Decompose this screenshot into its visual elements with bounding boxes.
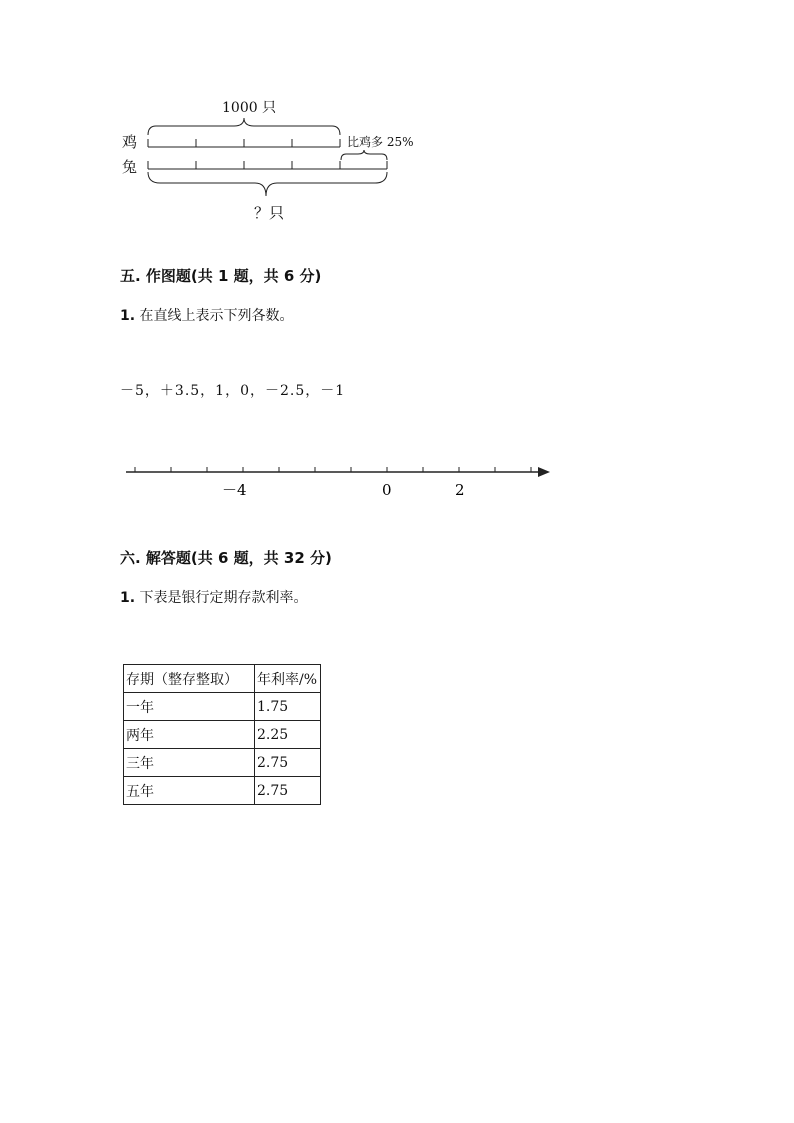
table-header-rate: 年利率/% [255,665,321,693]
rabbit-bar-ticks [148,161,387,169]
table-cell-rate: 1.75 [255,693,321,721]
table-row [124,693,321,721]
table-cell-rate: 2.75 [255,749,321,777]
question-number: 1. [120,590,136,606]
bottom-brace [148,172,387,196]
table-header-row [124,665,321,693]
percent-more-label: 比鸡多 25% [347,135,414,149]
unknown-total-label: ？只 [254,204,285,222]
extra-brace [341,150,387,160]
table-cell-rate: 2.25 [255,721,321,749]
tick-label-neg4: －4 [222,481,247,499]
table-row [124,749,321,777]
table-row [124,721,321,749]
chicken-bar-ticks [148,139,340,147]
question-text: 下表是银行定期存款利率。 [139,590,308,606]
table-row [124,777,321,805]
table-cell-term: 一年 [124,693,255,721]
number-line [0,440,794,510]
tick-label-two: 2 [455,481,465,499]
question-number: 1. [120,308,136,324]
question-text: 在直线上表示下列各数。 [139,308,294,324]
table-cell-term: 五年 [124,777,255,805]
interest-rate-table [123,664,321,805]
top-brace [148,118,340,135]
table-header-term: 存期（整存整取） [124,665,255,693]
numbers-list: －5，＋3.5，1，0，－2.5，－1 [120,383,346,399]
table-cell-term: 三年 [124,749,255,777]
section5-question1 [120,305,294,325]
section6-heading: 六. 解答题(共 6 题，共 32 分) [120,549,332,567]
table-cell-rate: 2.75 [255,777,321,805]
section5-heading: 五. 作图题(共 1 题，共 6 分) [120,267,322,285]
chicken-label: 鸡 [122,133,138,151]
table-cell-term: 两年 [124,721,255,749]
bar-model-diagram [0,0,794,240]
rabbit-label: 兔 [122,158,138,176]
tick-label-zero: 0 [382,481,392,499]
section6-question1 [120,587,308,607]
arrow-right-icon [538,467,550,477]
top-total-label: 1000 只 [222,100,277,116]
